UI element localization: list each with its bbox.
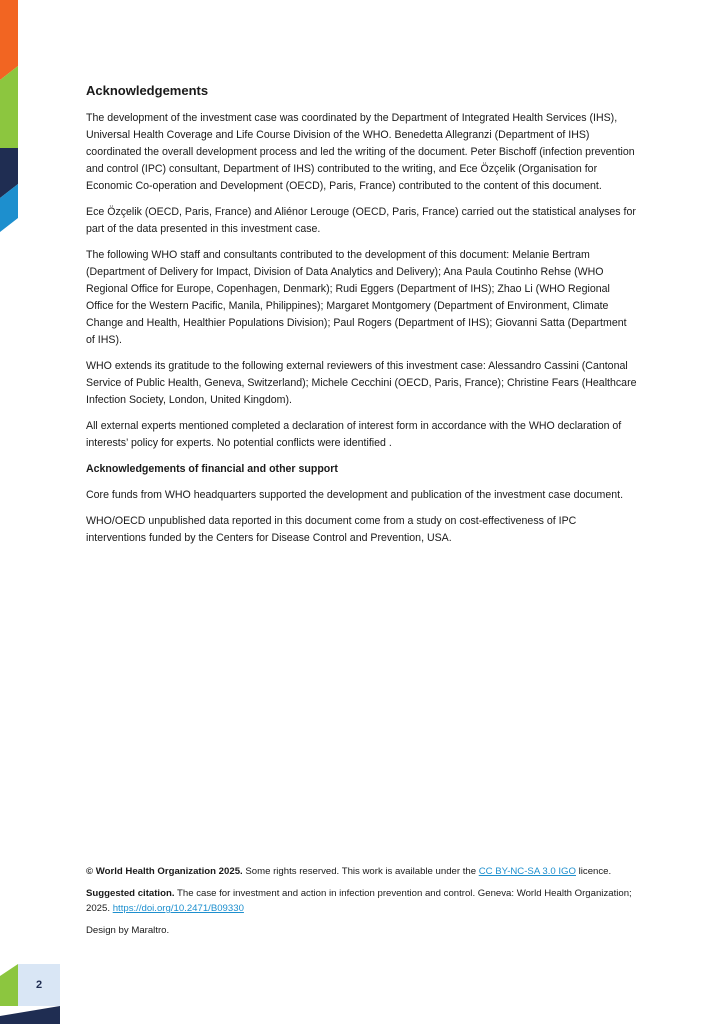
edge-bottom-navy	[0, 1006, 60, 1024]
copyright-line	[86, 864, 646, 879]
copyright-bold: © World Health Organization 2025.	[86, 866, 243, 877]
copyright-text: Some rights reserved. This work is available under the	[242, 866, 479, 877]
doi-link[interactable]: https://doi.org/10.2471/B09330	[112, 903, 244, 914]
paragraph: Ece Özçelik (OECD, Paris, France) and Aliénor Lerouge (OECD, Paris, France) carried out the statistical analyses for part of the data presented in this investment case.	[86, 206, 636, 235]
citation-line	[86, 886, 646, 916]
paragraph: Core funds from WHO headquarters supported the development and publication of the investment case document.	[86, 489, 624, 501]
footer	[86, 864, 646, 945]
paragraph: All external experts mentioned completed a declaration of interest form in accordance with the WHO declaration of interests’ policy for experts. No potential conflicts were identified .	[86, 420, 622, 449]
edge-orange	[0, 0, 18, 80]
paragraph: The following WHO staff and consultants contributed to the development of this document: Melanie Bertram (Department of Delivery for Impact, Division of Data Analytics and Delivery); Ana Paula Coutinho Rehse (WHO Regional Office for Europe, Copenhagen, Denmark); Rudi Eggers (Department of IHS); Zhao Li (WHO Regional Office for the Western Pacific, Manila, Philippines); Margaret Montgomery (Department of Environment, Climate Change and Health, Healthier Populations Division); Paul Rogers (Department of IHS); Giovanni Satta (Department of IHS).	[86, 249, 627, 346]
paragraph: WHO extends its gratitude to the following external reviewers of this investment case: Alessandro Cassini (Cantonal Service of Public Health, Geneva, Switzerland); Michele Cecchini (OECD, Paris, France); Christine Fears (Healthcare Infection Society, London, United Kingdom).	[86, 360, 637, 406]
paragraph: The development of the investment case was coordinated by the Department of Integrated Health Services (IHS), Universal Health Coverage and Life Course Division of the WHO. Benedetta Allegranzi (Department of IHS) coordinated the overall development process and led the writing of the document. Peter Bischoff (infection prevention and control (IPC) consultant, Department of IHS) contributed to the writing, and Ece Özçelik (Organisation for Economic Co-operation and Development (OECD), Paris, France) contributed to the content of this document.	[86, 112, 635, 192]
edge-green	[0, 66, 18, 154]
page-number: 2	[18, 964, 60, 1006]
edge-bottom-green	[0, 964, 18, 1006]
page-title: Acknowledgements	[86, 83, 209, 98]
citation-text: The case for investment and action in infection prevention and control. Geneva: World Health Organization; 2025.	[86, 888, 632, 914]
acknowledgements-section	[86, 82, 638, 556]
paragraph: WHO/OECD unpublished data reported in this document come from a study on cost-effectiveness of IPC interventions funded by the Centers for Disease Control and Prevention, USA.	[86, 515, 577, 544]
design-credit: Design by Maraltro.	[86, 925, 170, 936]
citation-bold: Suggested citation.	[86, 888, 175, 899]
license-link[interactable]: CC BY-NC-SA 3.0 IGO	[478, 866, 576, 877]
support-heading: Acknowledgements of financial and other support	[86, 463, 338, 475]
license-suffix: licence.	[575, 866, 612, 877]
